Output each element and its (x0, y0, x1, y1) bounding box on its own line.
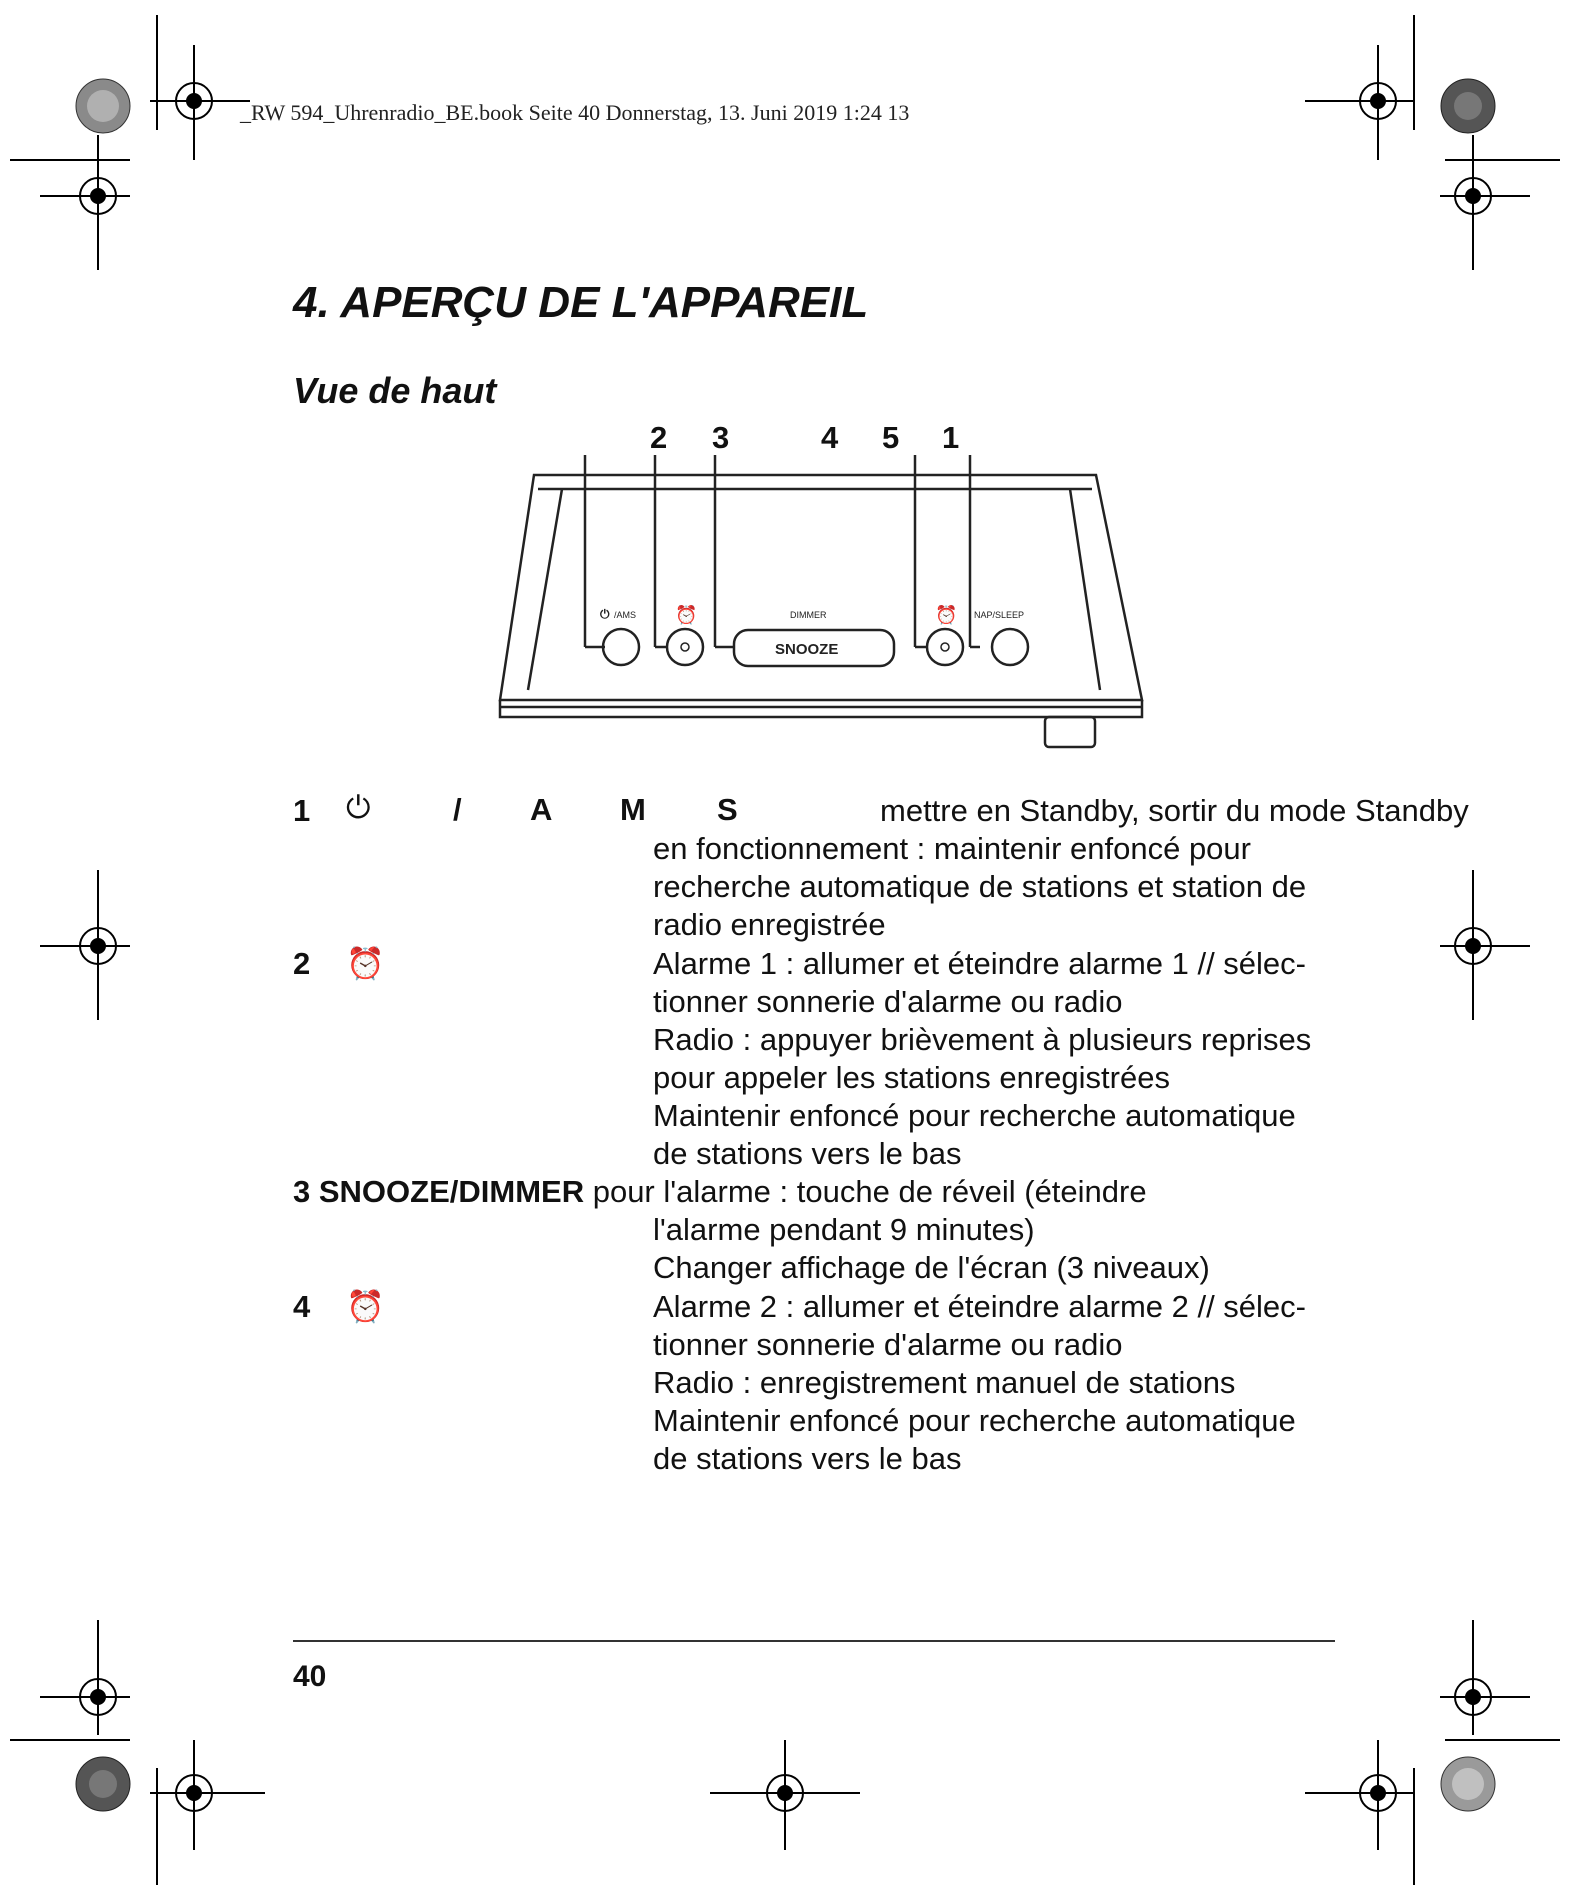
print-file-header: _RW 594_Uhrenradio_BE.book Seite 40 Donnerstag, 13. Juni 2019 1:24 13 (240, 100, 910, 125)
page-number: 40 (293, 1660, 327, 1693)
svg-text:⏻: ⏻ (600, 607, 610, 621)
item4-line-3: Maintenir enfoncé pour recherche automatique (653, 1403, 1296, 1438)
item4-number: 4 (293, 1289, 311, 1324)
svg-text:⏰: ⏰ (675, 605, 698, 625)
dimmer-device-label: DIMMER (790, 610, 827, 620)
section-title: 4. APERÇU DE L'APPAREIL (293, 278, 869, 327)
item2-line-1: tionner sonnerie d'alarme ou radio (653, 984, 1123, 1019)
item3-line-0: l'alarme pendant 9 minutes) (653, 1212, 1035, 1247)
item1-line-1: en fonctionnement : maintenir enfoncé pour (653, 831, 1251, 866)
item1-line-0: mettre en Standby, sortir du mode Standby (880, 793, 1469, 828)
item2-line-0: Alarme 1 : allumer et éteindre alarme 1 // sélec- (653, 946, 1306, 981)
item2-line-3: pour appeler les stations enregistrées (653, 1060, 1170, 1095)
item2-number: 2 (293, 946, 311, 981)
power-icon: ⏻ (346, 790, 371, 825)
item2-line-2: Radio : appuyer brièvement à plusieurs reprises (653, 1022, 1312, 1057)
item4-line-1: tionner sonnerie d'alarme ou radio (653, 1327, 1123, 1362)
callout-1: 1 (942, 420, 960, 455)
callout-4: 4 (821, 420, 839, 455)
napsleep-device-label: NAP/SLEEP (974, 610, 1025, 620)
item1-line-3: radio enregistrée (653, 907, 886, 942)
footer-rule (293, 1640, 1335, 1642)
item1-letter-m: M (620, 792, 646, 827)
alarm1-icon: ⏰ (346, 946, 385, 981)
device-top-view (480, 455, 1160, 765)
callout-2: 2 (650, 420, 668, 455)
svg-text:⏰: ⏰ (935, 605, 958, 625)
item3-first-line (293, 1173, 1147, 1211)
item3-line-1: Changer affichage de l'écran (3 niveaux) (653, 1250, 1210, 1285)
ams-device-label: /AMS (614, 610, 637, 620)
callout-5: 5 (882, 420, 900, 455)
item1-letter-a: A (530, 792, 553, 827)
section-subtitle: Vue de haut (293, 370, 497, 411)
item1-letter-s: S (717, 792, 738, 827)
alarm2-icon: ⏰ (346, 1289, 385, 1324)
item3-line-first: pour l'alarme : touche de réveil (éteindre (584, 1174, 1147, 1209)
item4-line-4: de stations vers le bas (653, 1441, 962, 1476)
item2-line-5: de stations vers le bas (653, 1136, 962, 1171)
item1-number: 1 (293, 793, 311, 828)
item4-line-2: Radio : enregistrement manuel de stations (653, 1365, 1236, 1400)
item3-label: 3 SNOOZE/DIMMER (293, 1174, 585, 1209)
callout-3: 3 (712, 420, 730, 455)
item1-line-2: recherche automatique de stations et station de (653, 869, 1307, 904)
item4-line-0: Alarme 2 : allumer et éteindre alarme 2 // sélec- (653, 1289, 1306, 1324)
item2-line-4: Maintenir enfoncé pour recherche automatique (653, 1098, 1296, 1133)
snooze-device-label: SNOOZE (775, 641, 839, 658)
item1-slash: / (453, 792, 462, 827)
